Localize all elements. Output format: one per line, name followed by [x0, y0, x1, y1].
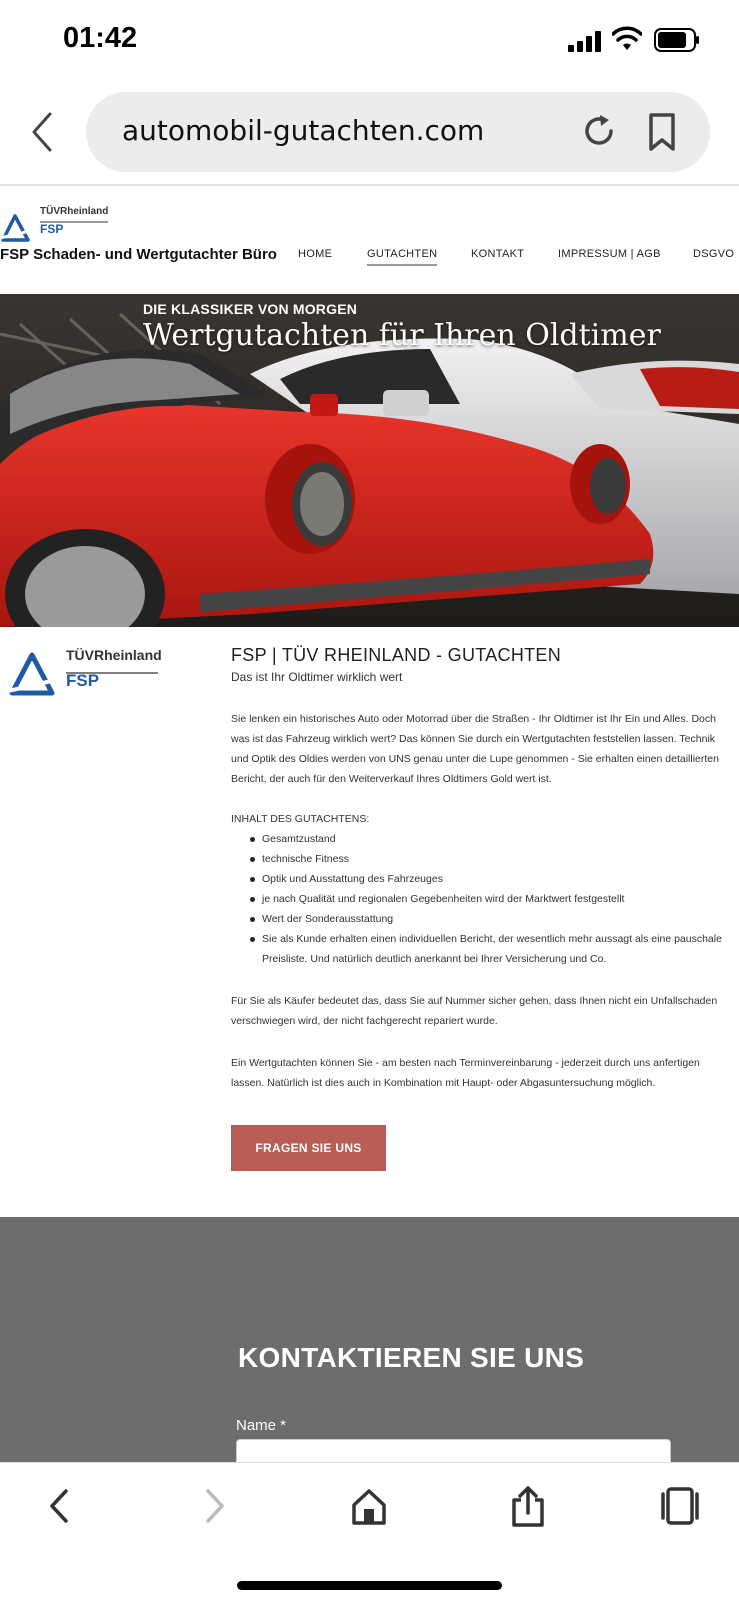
main-nav	[296, 248, 739, 268]
nav-gutachten[interactable]: GUTACHTEN	[367, 248, 437, 266]
name-label: Name *	[236, 1417, 287, 1434]
content-section	[0, 627, 739, 1217]
home-icon[interactable]	[349, 1485, 389, 1527]
list-item: technische Fitness	[231, 849, 731, 869]
intro-paragraph: Sie lenken ein historisches Auto oder Motorrad über die Straßen - Ihr Oldtimer ist Ihr Ein und Alles. Doch was ist das Fahrzeug wirklich wert? Das können Sie durch ein Wertgutachten feststellen lassen. Technik und Optik des Oldies werden von UNS genau unter die Lupe genommen - Sie erhalten einen detaillierten Bericht, der auch für den Weiterverkauf Ihres Oldtimers Gold wert ist.	[231, 713, 719, 785]
logo-large-text-tuv: TÜVRheinland	[66, 647, 162, 663]
page-title: FSP | TÜV RHEINLAND - GUTACHTEN	[231, 645, 562, 665]
contact-title: KONTAKTIEREN SIE UNS	[238, 1342, 585, 1373]
reload-icon[interactable]	[580, 112, 618, 150]
url-field[interactable]	[86, 92, 710, 172]
back-icon[interactable]	[40, 1485, 80, 1527]
logo-large-text-fsp: FSP	[66, 671, 100, 690]
share-icon[interactable]	[508, 1485, 548, 1527]
list-item: Wert der Sonderausstattung	[231, 909, 731, 929]
list-item: Sie als Kunde erhalten einen individuellen Bericht, der wesentlich mehr aussagt als eine pauschale Preisliste. Und natürlich deutlich anerkannt bei Ihrer Versicherung und Co.	[231, 929, 731, 969]
status-bar	[0, 0, 739, 80]
browser-address-bar	[0, 80, 739, 186]
hero-kicker: DIE KLASSIKER VON MORGEN	[143, 301, 358, 317]
list-item: Optik und Ausstattung des Fahrzeuges	[231, 869, 731, 889]
browser-toolbar	[0, 1462, 739, 1600]
nav-dsgvo[interactable]: DSGVO	[693, 248, 735, 260]
contact-section	[0, 1217, 739, 1462]
signal-icon	[568, 30, 602, 52]
nav-home[interactable]: HOME	[298, 248, 333, 260]
nav-kontakt[interactable]: KONTAKT	[471, 248, 525, 260]
wifi-icon	[612, 26, 642, 52]
site-name[interactable]: FSP Schaden- und Wertgutachter Büro	[0, 246, 277, 263]
nav-impressum-agb[interactable]: IMPRESSUM | AGB	[558, 248, 661, 260]
hero-title: Wertgutachten für Ihren Oldtimer	[143, 318, 661, 353]
list-item: je nach Qualität und regionalen Gegebenheiten wird der Marktwert festgestellt	[231, 889, 731, 909]
forward-icon[interactable]	[194, 1485, 234, 1527]
ask-us-button[interactable]: FRAGEN SIE UNS	[231, 1125, 386, 1171]
appointment-paragraph: Ein Wertgutachten können Sie - am besten nach Terminvereinbarung - jederzeit durch uns anfertigen lassen. Natürlich ist dies auch in Kombination mit Haupt- oder Abgasuntersuchung möglich.	[231, 1057, 700, 1089]
url-text: automobil-gutachten.com	[122, 114, 485, 147]
status-time: 01:42	[63, 22, 138, 54]
list-heading: INHALT DES GUTACHTENS:	[231, 813, 370, 825]
site-header	[0, 188, 739, 294]
buyer-paragraph: Für Sie als Käufer bedeutet das, dass Sie auf Nummer sicher gehen, dass Ihnen nicht ein Unfallschaden verschwiegen wird, der nicht fachgerecht repariert wurde.	[231, 995, 718, 1027]
page-subtitle: Das ist Ihr Oldtimer wirklich wert	[231, 670, 403, 684]
home-indicator	[237, 1581, 502, 1590]
logo-text-fsp: FSP	[40, 222, 64, 236]
logo-text-tuv: TÜVRheinland	[40, 206, 109, 217]
report-contents-list	[231, 829, 731, 969]
list-item: Gesamtzustand	[231, 829, 731, 849]
tabs-icon[interactable]	[660, 1485, 700, 1527]
bookmark-icon[interactable]	[646, 112, 678, 152]
main-column	[231, 645, 731, 1171]
browser-back-icon[interactable]	[28, 110, 58, 154]
battery-icon	[654, 28, 700, 52]
hero-banner	[0, 294, 739, 627]
